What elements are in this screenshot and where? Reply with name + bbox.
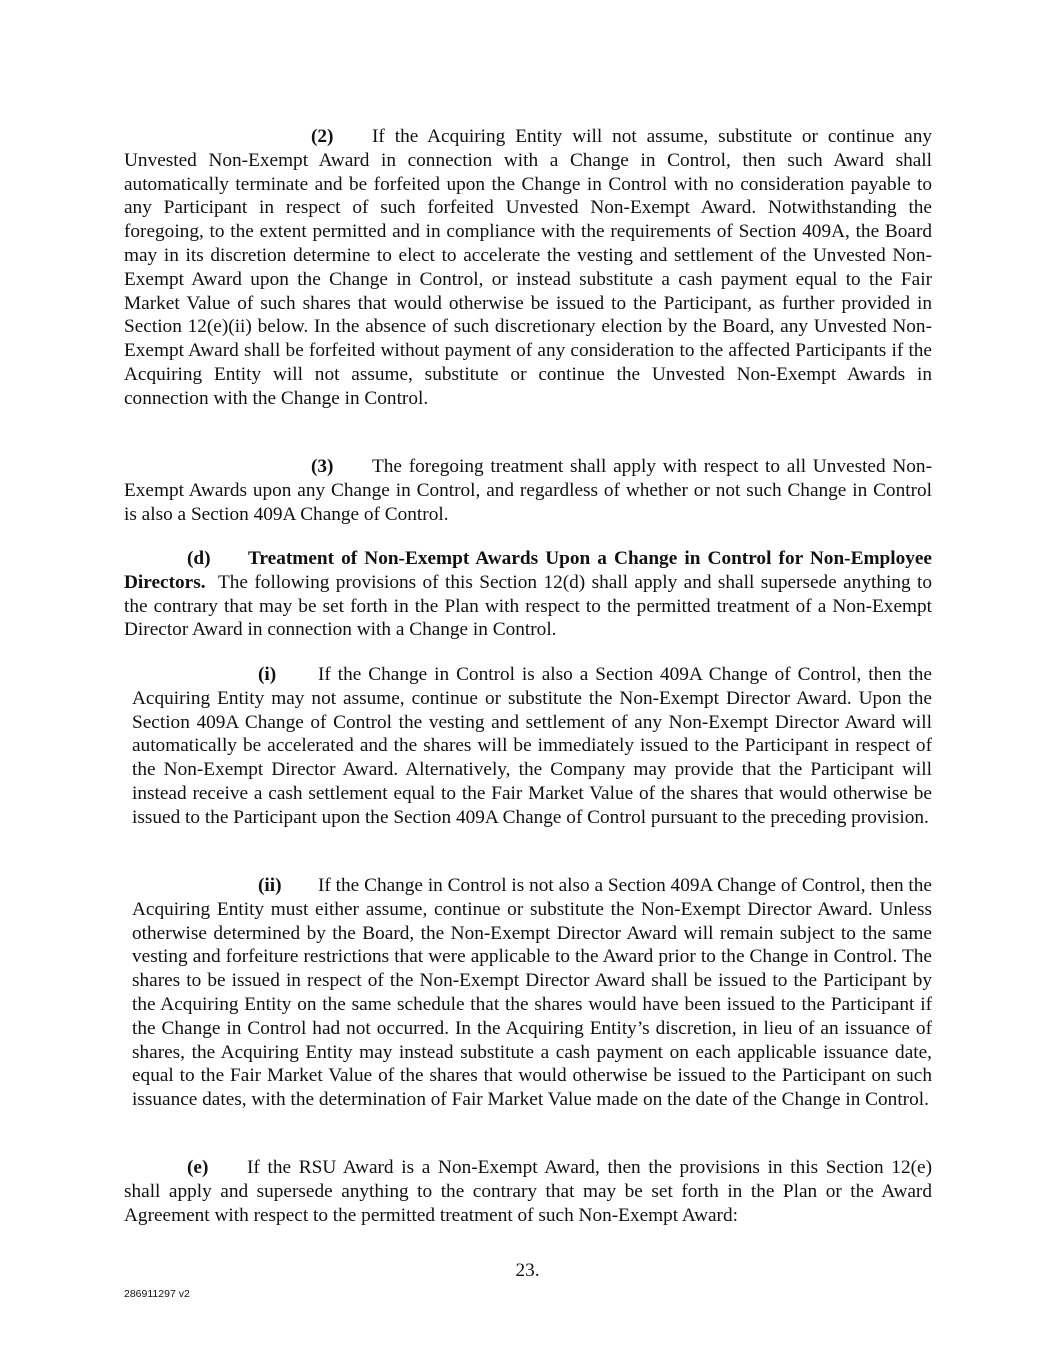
paragraph-label: (3) bbox=[311, 456, 334, 477]
section-e bbox=[124, 1156, 932, 1227]
paragraph-text: If the Acquiring Entity will not assume, substitute or continue any Unvested Non-Exempt Award in connection with a Change in Control, then such Award shall automatically terminate and be forfeited upon the Change in Control with no consideration payable to any Participant in respect of such forfeited Unvested Non-Exempt Award. Notwithstanding the foregoing, to the extent permitted and in compliance with the requirements of Section 409A, the Board may in its discretion determine to elect to accelerate the vesting and settlement of the Unvested Non-Exempt Award upon the Change in Control, or instead substitute a cash payment equal to the Fair Market Value of such shares that would otherwise be issued to the Participant, as further provided in Section 12(e)(ii) below. In the absence of such discretionary election by the Board, any Unvested Non-Exempt Award shall be forfeited without payment of any consideration to the affected Participants if the Acquiring Entity will not assume, substitute or continue the Unvested Non-Exempt Awards in connection with the Change in Control. bbox=[124, 126, 932, 409]
section-d bbox=[124, 547, 932, 642]
paragraph-label: (d) bbox=[187, 548, 211, 569]
paragraph-3 bbox=[124, 455, 932, 526]
paragraph-ii bbox=[132, 874, 932, 1112]
paragraph-text: The following provisions of this Section 12(d) shall apply and shall supersede anything to the contrary that may be set forth in the Plan with respect to the permitted treatment of a Non-Exempt Director Award in connection with a Change in Control. bbox=[124, 571, 932, 641]
paragraph-label: (2) bbox=[311, 126, 334, 147]
paragraph-label: (e) bbox=[187, 1157, 209, 1178]
paragraph-label: (ii) bbox=[258, 875, 282, 896]
section-heading: Treatment of Non-Exempt Awards Upon a Change in Control for Non-Employee Directors. bbox=[124, 548, 932, 593]
paragraph-2 bbox=[124, 125, 932, 411]
paragraph-text: If the RSU Award is a Non-Exempt Award, then the provisions in this Section 12(e) shall apply and supersede anything to the contrary that may be set forth in the Plan or the Award Agreement with respect to the permitted treatment of such Non-Exempt Award: bbox=[124, 1157, 932, 1226]
page-number: 23. bbox=[515, 1260, 540, 1281]
paragraph-text: The foregoing treatment shall apply with respect to all Unvested Non-Exempt Awards upon any Change in Control, and regardless of whether or not such Change in Control is also a Section 409A Change of Control. bbox=[124, 456, 932, 525]
paragraph-i bbox=[132, 663, 932, 830]
paragraph-label: (i) bbox=[258, 664, 277, 685]
paragraph-text: If the Change in Control is not also a Section 409A Change of Control, then the Acquiring Entity must either assume, continue or substitute the Non-Exempt Director Award. Unless otherwise determined by the Board, the Non-Exempt Director Award will remain subject to the same vesting and forfeiture restrictions that were applicable to the Award prior to the Change in Control. The shares to be issued in respect of the Non-Exempt Director Award shall be issued to the Participant by the Acquiring Entity on the same schedule that the shares would have been issued to the Participant if the Change in Control had not occurred. In the Acquiring Entity’s discretion, in lieu of an issuance of shares, the Acquiring Entity may instead substitute a cash payment on each applicable issuance date, equal to the Fair Market Value of the shares that would otherwise be issued to the Participant on such issuance dates, with the determination of Fair Market Value made on the date of the Change in Control. bbox=[132, 875, 932, 1111]
paragraph-text: If the Change in Control is also a Section 409A Change of Control, then the Acquiring Entity may not assume, continue or substitute the Non-Exempt Director Award. Upon the Section 409A Change of Control the vesting and settlement of any Non-Exempt Director Award will automatically be accelerated and the shares will be immediately issued to the Participant in respect of the Non-Exempt Director Award. Alternatively, the Company may provide that the Participant will instead receive a cash settlement equal to the Fair Market Value of the shares that would otherwise be issued to the Participant upon the Section 409A Change of Control pursuant to the preceding provision. bbox=[132, 664, 932, 828]
document-id: 286911297 v2 bbox=[124, 1288, 190, 1300]
